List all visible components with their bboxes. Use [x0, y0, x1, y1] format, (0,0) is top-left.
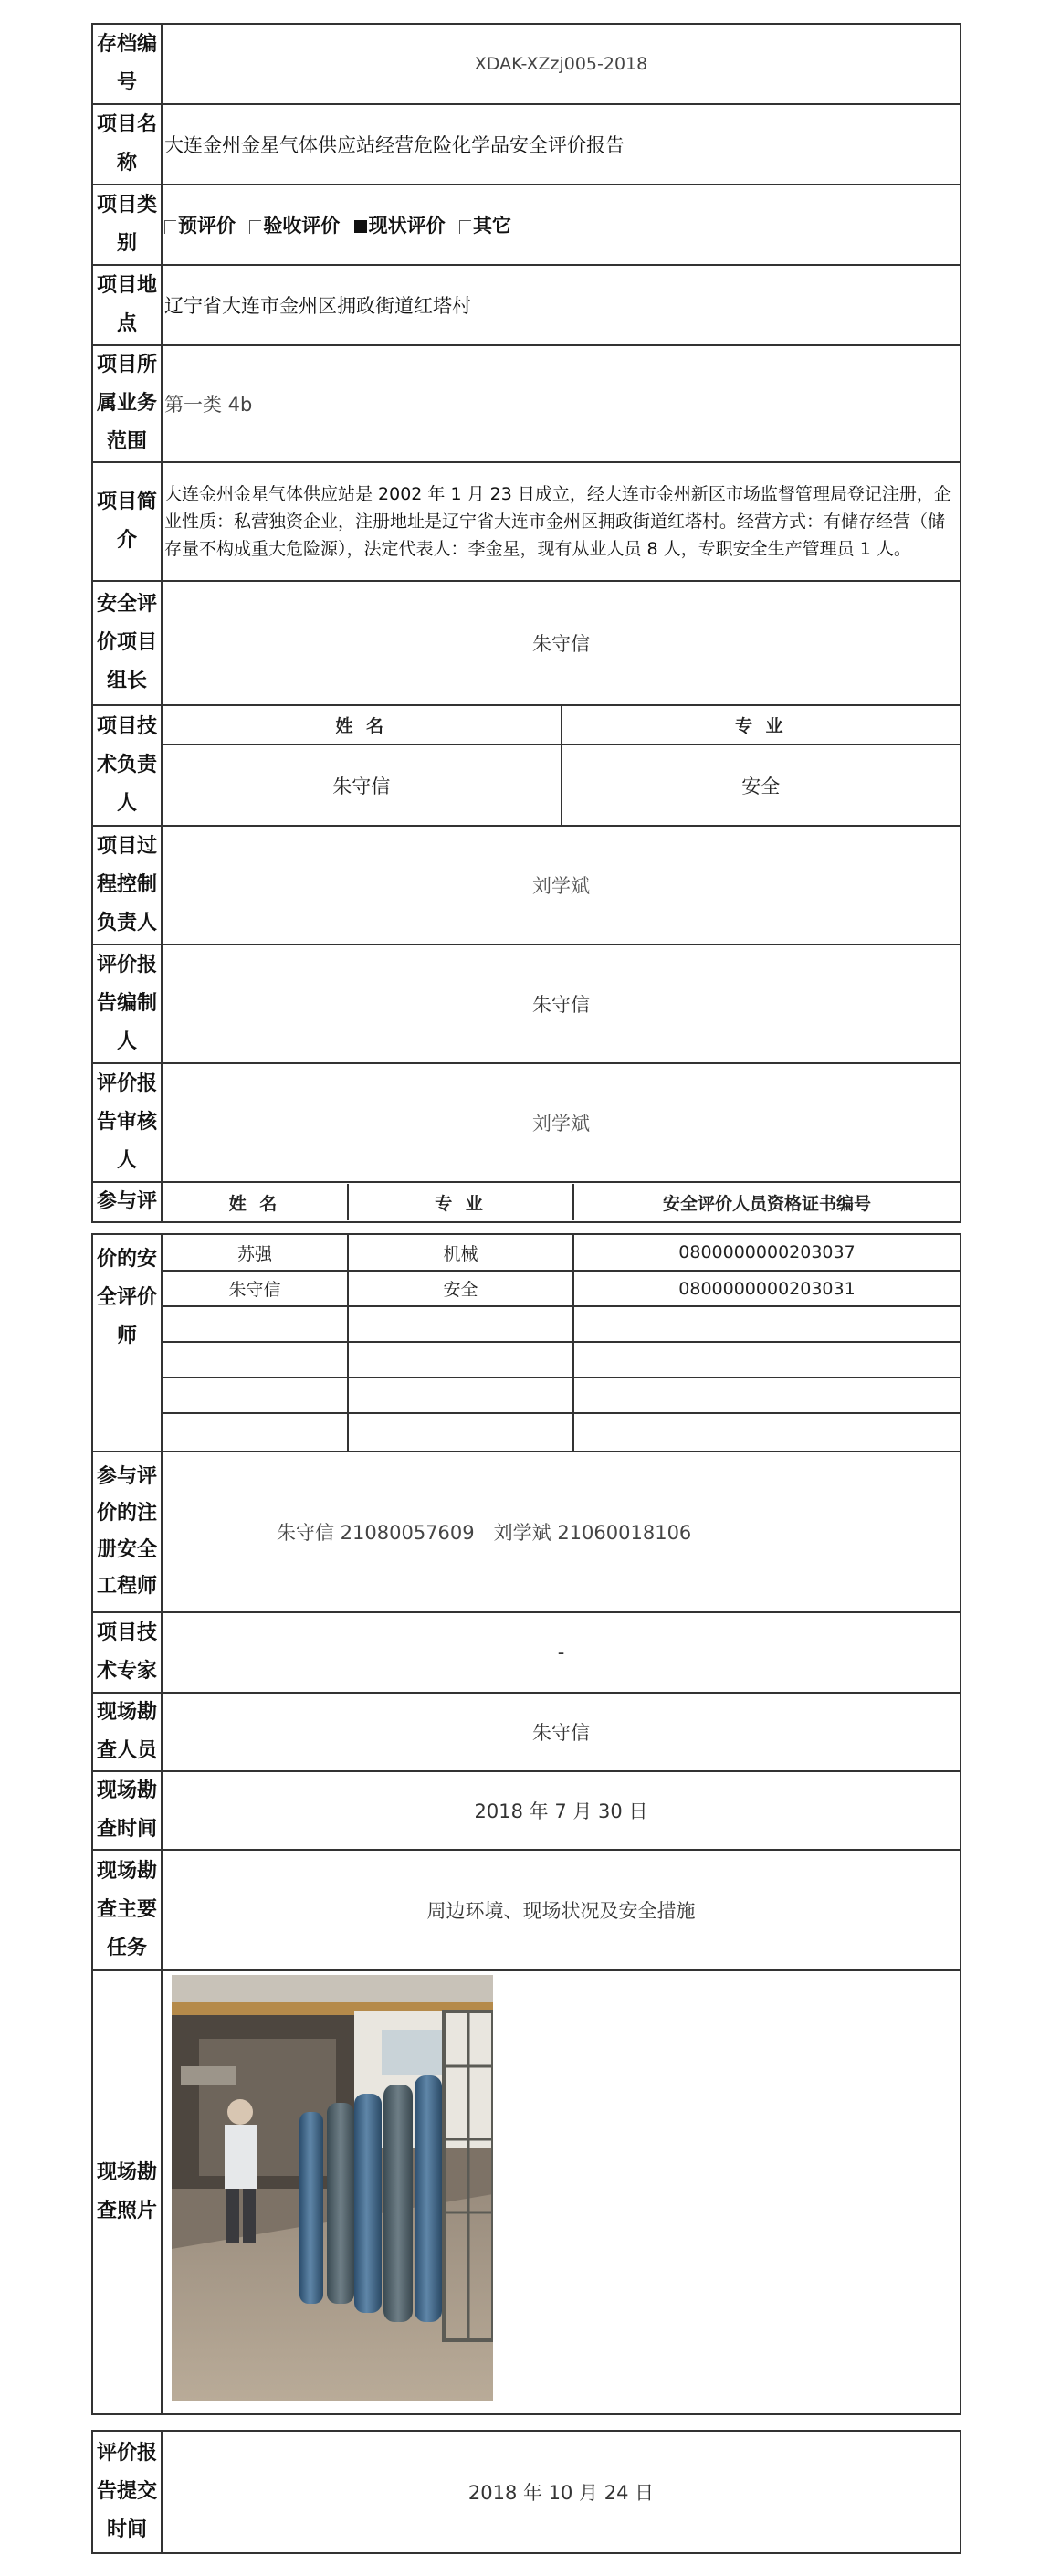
- label-inspect-task: 现场勘 查主要 任务: [92, 1850, 162, 1970]
- project-type-options: 预评价 验收评价 现状评价 其它: [162, 185, 961, 265]
- checkbox-acceptance-eval[interactable]: [249, 220, 261, 234]
- reviewer-value: 刘学斌: [162, 1063, 961, 1182]
- team-leader-value: 朱守信: [162, 581, 961, 705]
- report-table-evaluators: [91, 1233, 961, 2415]
- row-inspectors: [92, 1693, 961, 1771]
- row-archive-no: [92, 24, 961, 104]
- project-name-value: 大连金州金星气体供应站经营危险化学品安全评价报告: [162, 104, 961, 185]
- evaluators-header-cert: 安全评价人员资格证书编号: [662, 1193, 871, 1214]
- row-project-name: [92, 104, 961, 185]
- row-project-type: [92, 185, 961, 265]
- label-intro: 项目简 介: [92, 462, 162, 581]
- experts-value: -: [162, 1612, 961, 1693]
- location-value: 辽宁省大连市金州区拥政街道红塔村: [162, 265, 961, 345]
- report-table-main: [91, 23, 961, 1223]
- evaluator-cert: 0800000000203037: [573, 1235, 960, 1271]
- evaluators-header-table: [163, 1184, 960, 1220]
- compiler-value: 朱守信: [162, 945, 961, 1063]
- evaluators-header-cell: [162, 1182, 961, 1222]
- evaluator-row: [163, 1271, 960, 1306]
- evaluator-cert: 0800000000203031: [573, 1271, 960, 1306]
- label-business-scope: 项目所 属业务 范围: [92, 345, 162, 462]
- evaluator-row-empty: [163, 1378, 960, 1413]
- row-team-leader: [92, 581, 961, 705]
- evaluators-list: [163, 1235, 960, 1451]
- row-process-control: [92, 826, 961, 945]
- report-table-submit: [91, 2430, 961, 2554]
- evaluator-name: 朱守信: [163, 1271, 348, 1306]
- row-intro: [92, 462, 961, 581]
- label-evaluators-top: 参与评: [92, 1182, 162, 1222]
- row-reviewer: [92, 1063, 961, 1182]
- label-archive-no: 存档编 号: [92, 24, 162, 104]
- archive-no-value: XDAK-XZzj005-2018: [162, 24, 961, 104]
- label-inspectors: 现场勘 查人员: [92, 1693, 162, 1771]
- tech-lead-major: 安全: [562, 744, 961, 825]
- business-scope-value: 第一类 4b: [162, 345, 961, 462]
- gas-cylinder-storage-photo: [172, 1975, 493, 2401]
- checkbox-pre-eval[interactable]: [164, 220, 176, 234]
- inspect-time-value: 2018 年 7 月 30 日: [162, 1771, 961, 1850]
- label-submit-time: 评价报 告提交 时间: [92, 2431, 162, 2553]
- row-business-scope: [92, 345, 961, 462]
- evaluator-row-empty: [163, 1306, 960, 1342]
- evaluator-row-empty: [163, 1413, 960, 1451]
- label-compiler: 评价报 告编制 人: [92, 945, 162, 1063]
- label-inspect-photo: 现场勘 查照片: [92, 1970, 162, 2414]
- row-evaluators-header: [92, 1182, 961, 1222]
- tech-lead-header-major: 专 业: [562, 706, 961, 744]
- row-location: [92, 265, 961, 345]
- label-inspect-time: 现场勘 查时间: [92, 1771, 162, 1850]
- label-tech-lead: 项目技 术负责 人: [92, 705, 162, 826]
- inspectors-value: 朱守信: [162, 1693, 961, 1771]
- submit-time-value: 2018 年 10 月 24 日: [162, 2431, 961, 2553]
- process-control-value: 刘学斌: [162, 826, 961, 945]
- checkbox-other[interactable]: [459, 220, 471, 234]
- row-inspect-photo: [92, 1970, 961, 2414]
- evaluators-list-cell: [162, 1234, 961, 1452]
- row-experts: [92, 1612, 961, 1693]
- site-inspection-photo: [172, 1975, 493, 2401]
- inspect-task-value: 周边环境、现场状况及安全措施: [162, 1850, 961, 1970]
- label-reviewer: 评价报 告审核 人: [92, 1063, 162, 1182]
- row-inspect-time: [92, 1771, 961, 1850]
- evaluator-major: 安全: [348, 1271, 573, 1306]
- row-compiler: [92, 945, 961, 1063]
- label-evaluators: 价的安 全评价 师: [92, 1234, 162, 1452]
- inspect-photo-cell: [162, 1970, 961, 2414]
- tech-lead-header-name: 姓 名: [163, 706, 562, 744]
- label-location: 项目地 点: [92, 265, 162, 345]
- evaluator-name: 苏强: [163, 1235, 348, 1271]
- label-experts: 项目技 术专家: [92, 1612, 162, 1693]
- engineers-value: 朱守信 21080057609 刘学斌 21060018106: [162, 1452, 961, 1612]
- intro-value: 大连金州金星气体供应站是 2002 年 1 月 23 日成立，经大连市金州新区市场监督管理局登记注册，企业性质：私营独资企业，注册地址是辽宁省大连市金州区拥政街道红塔村。经营方式：有储存经营（储存量不构成重大危险源），法定代表人：李金星，现有从业人员 8 人，专职安全生产管理员 1 人。: [162, 462, 961, 581]
- label-project-name: 项目名 称: [92, 104, 162, 185]
- row-inspect-task: [92, 1850, 961, 1970]
- tech-lead-subtable-cell: [162, 705, 961, 826]
- label-team-leader: 安全评 价项目 组长: [92, 581, 162, 705]
- label-project-type: 项目类 别: [92, 185, 162, 265]
- evaluators-header-major: 专 业: [348, 1184, 573, 1220]
- evaluator-row-empty: [163, 1342, 960, 1378]
- label-engineers: 参与评 价的注 册安全 工程师: [92, 1452, 162, 1612]
- row-tech-lead: [92, 705, 961, 826]
- row-submit-time: [92, 2431, 961, 2553]
- evaluators-header-name: 姓 名: [163, 1184, 348, 1220]
- evaluator-major: 机械: [348, 1235, 573, 1271]
- row-evaluators: [92, 1234, 961, 1452]
- tech-lead-subtable: [163, 706, 960, 825]
- label-process-control: 项目过 程控制 负责人: [92, 826, 162, 945]
- row-engineers: [92, 1452, 961, 1612]
- tech-lead-name: 朱守信: [163, 744, 562, 825]
- checkbox-current-eval-checked[interactable]: [354, 220, 367, 233]
- evaluator-row: [163, 1235, 960, 1271]
